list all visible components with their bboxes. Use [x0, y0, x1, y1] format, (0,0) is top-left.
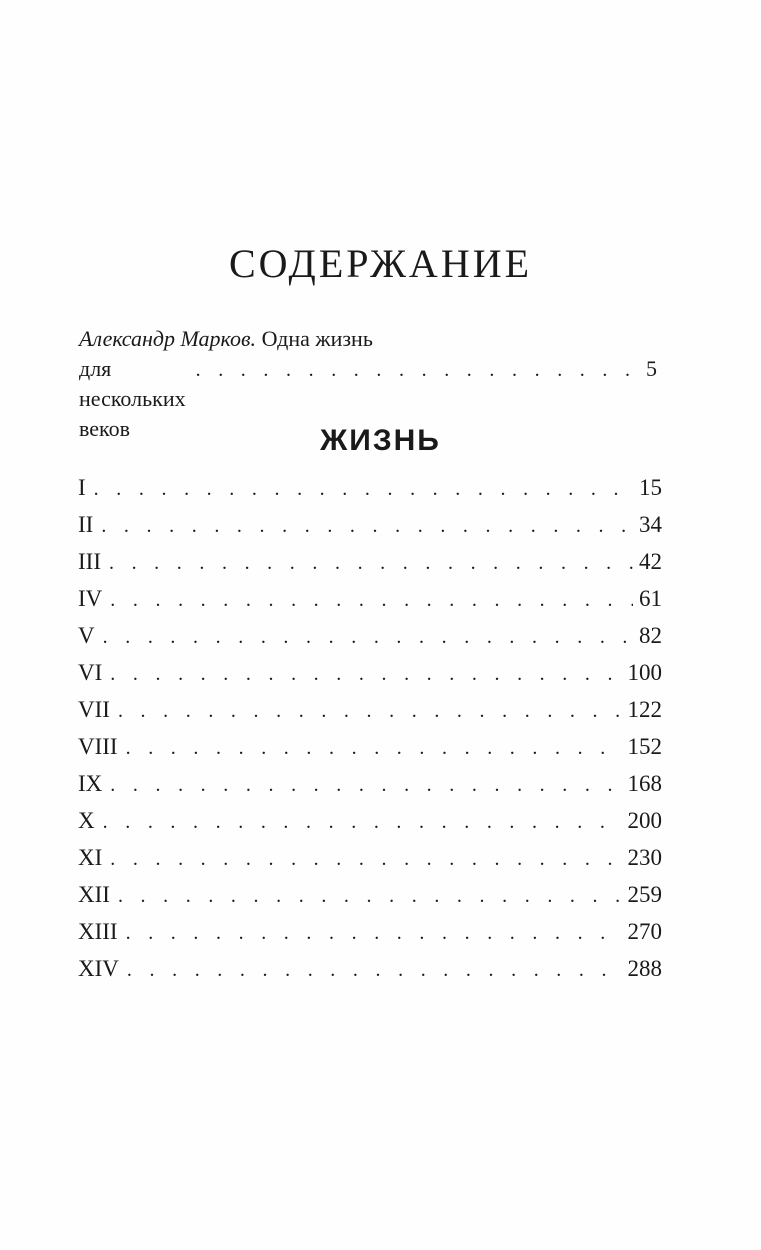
- intro-title-line1: Одна жизнь: [261, 326, 373, 351]
- chapter-entry[interactable]: [78, 506, 662, 543]
- dot-leader: [126, 915, 622, 952]
- chapter-entry[interactable]: [78, 839, 662, 876]
- dot-leader: [94, 471, 633, 508]
- chapter-label: XII: [78, 882, 110, 907]
- chapter-label: XI: [78, 845, 103, 870]
- chapter-list: [78, 469, 662, 987]
- dot-leader: [118, 693, 622, 730]
- section-title: ЖИЗНЬ: [320, 424, 441, 457]
- chapter-entry[interactable]: [78, 580, 662, 617]
- chapter-entry[interactable]: [78, 469, 662, 506]
- chapter-label: II: [78, 512, 94, 537]
- chapter-page-number: 152: [627, 734, 662, 759]
- chapter-label: VIII: [78, 734, 118, 759]
- chapter-page-number: 61: [639, 586, 662, 611]
- dot-leader: [127, 952, 622, 989]
- chapter-entry[interactable]: [78, 617, 662, 654]
- chapter-entry[interactable]: [78, 765, 662, 802]
- chapter-label: I: [78, 475, 86, 500]
- dot-leader: [118, 878, 622, 915]
- chapter-label: V: [78, 623, 95, 648]
- chapter-entry[interactable]: [78, 802, 662, 839]
- dot-leader: [126, 730, 622, 767]
- dot-leader: [103, 804, 622, 841]
- chapter-entry[interactable]: [78, 691, 662, 728]
- chapter-page-number: 42: [639, 549, 662, 574]
- chapter-page-number: 230: [627, 845, 662, 870]
- chapter-entry[interactable]: [78, 543, 662, 580]
- chapter-label: X: [78, 808, 95, 833]
- chapter-entry[interactable]: [78, 913, 662, 950]
- chapter-page-number: 288: [627, 956, 662, 981]
- chapter-entry[interactable]: [78, 950, 662, 987]
- intro-line-1: [79, 324, 657, 354]
- intro-title-line2: для нескольких веков: [79, 356, 186, 441]
- chapter-page-number: 34: [639, 512, 662, 537]
- chapter-entry[interactable]: [78, 654, 662, 691]
- dot-leader: [110, 582, 633, 619]
- chapter-label: IX: [78, 771, 103, 796]
- chapter-label: VII: [78, 697, 110, 722]
- chapter-page-number: 15: [639, 475, 662, 500]
- chapter-label: XIII: [78, 919, 118, 944]
- intro-page-number: 5: [646, 356, 657, 381]
- dot-leader: [103, 619, 633, 656]
- chapter-page-number: 100: [627, 660, 662, 685]
- dot-leader: [110, 656, 621, 693]
- chapter-label: VI: [78, 660, 103, 685]
- intro-author: Александр Марков.: [79, 326, 257, 351]
- chapter-label: IV: [78, 586, 103, 611]
- dot-leader: [196, 355, 640, 385]
- dot-leader: [101, 508, 633, 545]
- chapter-entry[interactable]: [78, 876, 662, 913]
- dot-leader: [110, 767, 621, 804]
- chapter-page-number: 168: [627, 771, 662, 796]
- dot-leader: [110, 841, 621, 878]
- chapter-page-number: 82: [639, 623, 662, 648]
- chapter-entry[interactable]: [78, 728, 662, 765]
- chapter-label: XIV: [78, 956, 119, 981]
- chapter-page-number: 122: [627, 697, 662, 722]
- chapter-page-number: 270: [627, 919, 662, 944]
- dot-leader: [109, 545, 633, 582]
- page-title: СОДЕРЖАНИЕ: [228, 241, 533, 286]
- chapter-page-number: 259: [627, 882, 662, 907]
- chapter-label: III: [78, 549, 101, 574]
- chapter-page-number: 200: [627, 808, 662, 833]
